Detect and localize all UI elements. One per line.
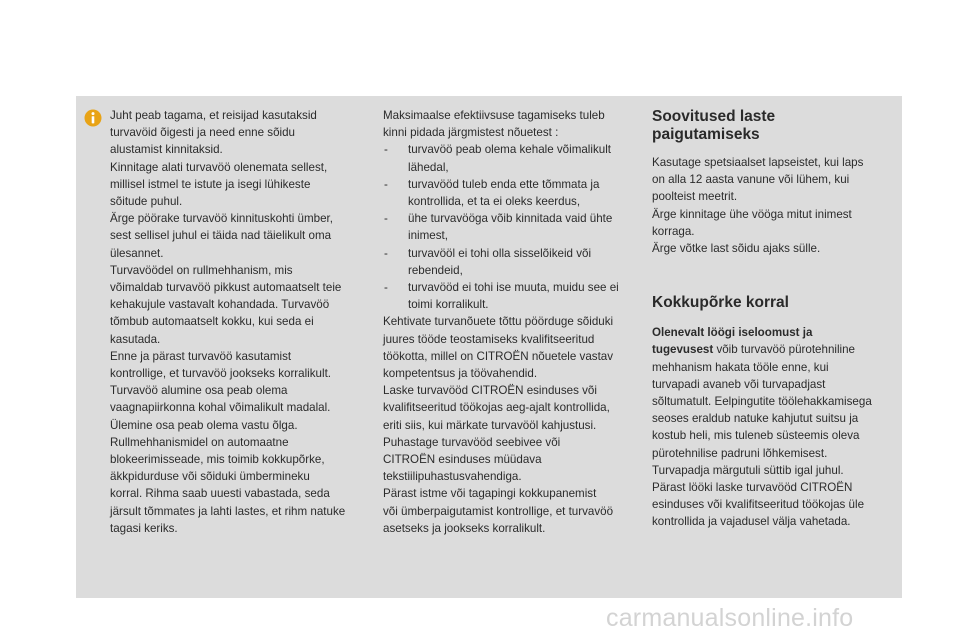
list-item [383,176,633,210]
text-line: sõltumatult. Eelpingutite töölehakkamisega [652,395,872,409]
text-line: pürotehnilise padruni lõhkemisest. [652,446,828,460]
content-panel [76,96,902,598]
text-line: kontrollige, et turvavöö jookseks korralikult. [110,367,332,381]
list-item-line: lähedal, [408,160,449,174]
text-line: eriti siis, kui märkate turvavööl kahjustusi. [383,418,597,432]
text-line: kvalifitseeritud töökojas aeg-ajalt kontrollida, [383,401,610,415]
section-heading-child-placement [652,108,890,144]
text-line: mehhanism hakata tööle enne, kui [652,360,829,374]
text-line: Pärast lööki laske turvavööd CITROËN [652,481,853,495]
text-line: kehakujule vastavalt kohandada. Turvavöö [110,298,330,312]
text-line: poolteist meetrit. [652,190,738,204]
list-item-line: turvavööd tuleb enda ette tõmmata ja [408,177,600,191]
text-line: äkkpidurduse või sõiduki ümbermineku [110,470,310,484]
section-heading-collision: Kokkupõrke korral [652,294,789,312]
info-icon [84,109,102,127]
text-line: korral. Rihma saab uuesti vabastada, seda [110,487,330,501]
list-item-line: ühe turvavööga võib kinnitada vaid ühte [408,212,613,226]
text-line: korraga. [652,224,695,238]
list-item-line: kontrollida, et ta ei oleks keerdus, [408,195,581,209]
list-item-line: inimest, [408,229,448,243]
text-line: Pärast istme või tagapingi kokkupanemist [383,487,597,501]
list-item-line: toimi korralikult. [408,298,489,312]
text-line: Maksimaalse efektiivsuse tagamiseks tuleb [383,109,605,122]
list-item-line: rebendeid, [408,263,463,277]
child-safety-column [652,108,890,531]
heading-line: Soovitused laste [652,108,776,125]
list-item [383,141,633,175]
text-line: Ülemine osa peab olema vastu õlga. [110,418,298,432]
text-line: Turvavöödel on rullmehhanism, mis [110,263,293,277]
requirements-list [383,141,633,313]
text-line-bold: Olenevalt löögi iseloomust ja [652,326,813,340]
text-line: millisel istmel te istute ja isegi lühikeste [110,177,311,191]
text-line: kompetentsus ja töövahendid. [383,367,538,381]
text-line: sest sellisel juhul ei täida nad täielikult oma [110,229,332,243]
text-line: esinduses või kvalifitseeritud töökojas üle [652,498,865,512]
text-line: ülesannet. [110,246,164,260]
list-item-line: turvavööd ei tohi ise muuta, muidu see ei [408,281,619,295]
text-line: tõmbub automaatselt kokku, kui seda ei [110,315,314,329]
text-line: sõitude puhul. [110,195,183,209]
text-line: seoses eraldub natuke kahjutut suitsu ja [652,412,859,426]
inline-bold-text: tugevusest [652,343,714,357]
text-line: on alla 12 aasta vanune või lühem, kui [652,173,850,187]
list-item [383,210,633,244]
seatbelt-usage-column [110,107,360,537]
text-line: võimaldab turvavöö pikkust automaatselt teie [110,281,342,295]
list-item [383,245,633,279]
text-line: Kasutage spetsiaalset lapseistet, kui laps [652,156,864,169]
text-line: turvavöid õigesti ja need enne sõidu [110,126,295,140]
text-line [652,341,890,358]
text-line: järsult tõmmates ja lahti lastes, et rihm natuke [110,504,346,518]
text-line: Turvavöö alumine osa peab olema [110,384,288,398]
text-line: kasutada. [110,332,161,346]
heading-line: paigutamiseks [652,126,760,143]
text-line: turvapadi avaneb või turvapadjast [652,377,826,391]
text-line: Puhastage turvavööd seebivee või [383,435,561,449]
text-line: Ärge kinnitage ühe vööga mitut inimest [652,207,852,221]
text-line: Turvapadja märgutuli süttib igal juhul. [652,463,844,477]
text-line: vaagnapiirkonna kohal võimalikult madalal. [110,401,331,415]
text-line: tagasi keriks. [110,521,178,535]
text-line: Ärge võtke last sõidu ajaks sülle. [652,242,821,256]
text-line: kontrollida ja vajadusel välja vahetada. [652,515,851,529]
text-line: Juht peab tagama, et reisijad kasutaksid [110,109,317,122]
text-line: Kehtivate turvanõuete tõttu pöörduge sõiduki [383,315,614,329]
list-item-line: turvavööl ei tohi olla sisselõikeid või [408,246,592,260]
text-line: töökotta, millel on CITROËN nõuetele vastav [383,349,614,363]
text-line: Rullmehhanismidel on automaatne [110,435,289,449]
text-line: CITROËN esinduses müüdava [383,453,542,467]
text-line: juures tööde teostamiseks kvalifitseeritud [383,332,595,346]
text-line: Kinnitage alati turvavöö olenemata sellest, [110,160,328,174]
text-line: Laske turvavööd CITROËN esinduses või [383,384,597,398]
watermark: carmanualsonline.info [606,604,854,632]
text-line: alustamist kinnitaksid. [110,143,223,157]
text-line: või ümberpaigutamist kontrollige, et turvavöö [383,504,614,518]
text-line: asetseks ja jookseks korralikult. [383,521,546,535]
text-line: kinni pidada järgmistest nõuetest : [383,126,559,140]
list-item [383,279,633,313]
list-item-line: turvavöö peab olema kehale võimalikult [408,143,612,157]
text-line: Enne ja pärast turvavöö kasutamist [110,349,292,363]
text-line: blokeerimisseade, mis toimib kokkupõrke, [110,453,325,467]
text-line: Ärge pöörake turvavöö kinnituskohti ümber, [110,212,333,226]
inline-text: võib turvavöö pürotehniline [713,343,856,357]
seatbelt-requirements-column [383,107,633,537]
text-line: tekstiilipuhastusvahendiga. [383,470,522,484]
text-line: kostub heli, mis tuleneb süsteemis oleva [652,429,860,443]
